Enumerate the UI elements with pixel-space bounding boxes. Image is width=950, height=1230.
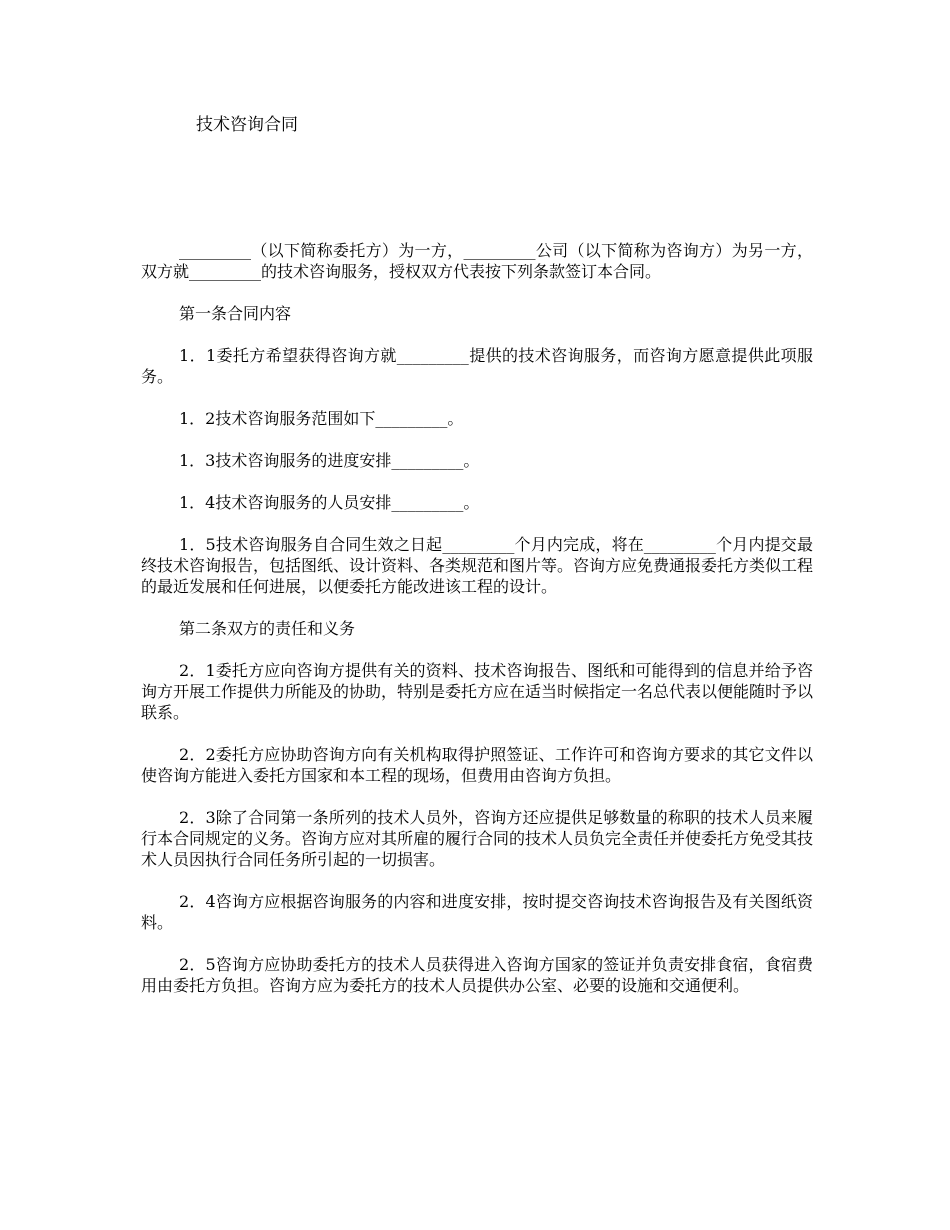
article-1-heading: 第一条合同内容 (179, 304, 292, 323)
preamble-paragraph: _________（以下简称委托方）为一方，_________公司（以下简称为咨询方）为另一方，双方就_________的技术咨询服务，授权双方代表按下列条款签订本合同。 (141, 241, 813, 281)
clause-1-2: 1．2技术咨询服务范围如下_________。 (179, 409, 464, 428)
clause-1-5: 1．5技术咨询服务自合同生效之日起_________个月内完成，将在_________个月内提交最终技术咨询报告，包括图纸、设计资料、各类规范和图片等。咨询方应免费通报委托方类似工程的最近发展和任何进展，以便委托方能改进该工程的设计。 (141, 535, 814, 596)
clause-1-3: 1．3技术咨询服务的进度安排_________。 (179, 451, 480, 470)
document-body (141, 240, 813, 1017)
clause-2-5: 2．5咨询方应协助委托方的技术人员获得进入咨询方国家的签证并负责安排食宿，食宿费用由委托方负担。咨询方应为委托方的技术人员提供办公室、必要的设施和交通便利。 (141, 955, 813, 995)
clause-2-2: 2．2委托方应协助咨询方向有关机构取得护照签证、工作许可和咨询方要求的其它文件以使咨询方能进入委托方国家和本工程的现场，但费用由咨询方负担。 (141, 745, 813, 785)
clause-2-4: 2．4咨询方应根据咨询服务的内容和进度安排，按时提交咨询技术咨询报告及有关图纸资料。 (141, 892, 813, 932)
clause-2-3: 2．3除了合同第一条所列的技术人员外，咨询方还应提供足够数量的称职的技术人员来履行本合同规定的义务。咨询方应对其所雇的履行合同的技术人员负完全责任并使委托方免受其技术人员因执行合同任务所引起的一切损害。 (141, 808, 814, 869)
article-2-heading: 第二条双方的责任和义务 (179, 619, 356, 638)
clause-2-1: 2．1委托方应向咨询方提供有关的资料、技术咨询报告、图纸和可能得到的信息并给予咨询方开展工作提供力所能及的协助，特别是委托方应在适当时候指定一名总代表以便能随时予以联系。 (141, 661, 814, 722)
document-title: 技术咨询合同 (196, 115, 298, 135)
clause-1-1: 1．1委托方希望获得咨询方就_________提供的技术咨询服务，而咨询方愿意提供此项服务。 (141, 346, 813, 386)
clause-1-4: 1．4技术咨询服务的人员安排_________。 (179, 493, 480, 512)
